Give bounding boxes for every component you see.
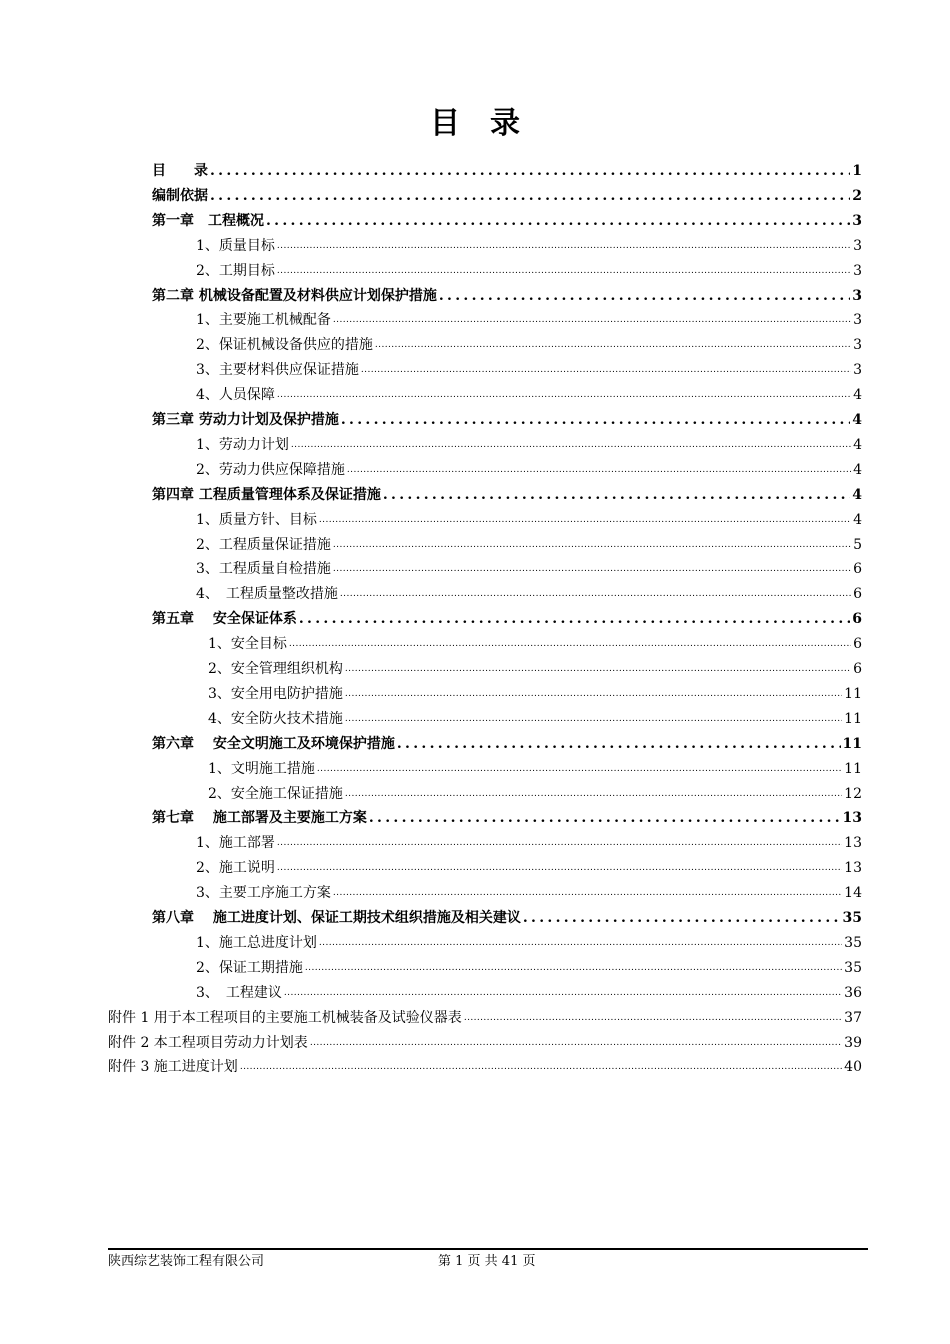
toc-entry-title: 第四章 工程质量管理体系及保证措施 <box>152 486 381 503</box>
toc-entry-page: 13 <box>842 810 862 827</box>
toc-leader-dots <box>319 511 851 529</box>
toc-entry-title: 1、施工部署 <box>196 835 275 852</box>
toc-entry-page: 12 <box>844 785 862 802</box>
toc-leader-dots <box>277 859 842 877</box>
toc-entry-title: 2、保证机械设备供应的措施 <box>196 337 373 354</box>
toc-entry-page: 37 <box>844 1009 862 1026</box>
toc-entry-title: 附件 2 本工程项目劳动力计划表 <box>108 1034 308 1051</box>
toc-section-entry[interactable] <box>196 235 862 255</box>
toc-leader-dots <box>284 984 842 1002</box>
toc-entry-page: 3 <box>852 212 862 229</box>
toc-leader-dots <box>299 610 850 628</box>
toc-leader-dots <box>317 760 842 778</box>
toc-entry-page: 4 <box>853 436 862 453</box>
toc-section-entry[interactable] <box>208 708 862 728</box>
toc-leader-dots <box>361 361 851 379</box>
toc-entry-page: 35 <box>844 959 862 976</box>
toc-entry-page: 11 <box>844 760 862 777</box>
toc-entry-page: 4 <box>852 486 862 503</box>
toc-section-entry[interactable] <box>196 583 862 603</box>
toc-leader-dots <box>345 710 842 728</box>
page-title <box>0 98 950 142</box>
toc-entry-title: 第二章 机械设备配置及材料供应计划保护措施 <box>152 287 437 304</box>
toc-chapter-entry[interactable] <box>152 160 862 180</box>
toc-chapter-entry[interactable] <box>152 733 862 753</box>
toc-leader-dots <box>319 934 842 952</box>
toc-section-entry[interactable] <box>208 683 862 703</box>
toc-entry-page: 6 <box>853 636 862 653</box>
toc-leader-dots <box>345 660 851 678</box>
toc-leader-dots <box>210 187 850 205</box>
toc-entry-page: 3 <box>853 312 862 329</box>
toc-entry-title: 1、主要施工机械配备 <box>196 312 331 329</box>
toc-entry-page: 6 <box>853 586 862 603</box>
toc-leader-dots <box>369 809 841 827</box>
toc-leader-dots <box>464 1009 842 1027</box>
toc-entry-page: 4 <box>853 511 862 528</box>
toc-entry-title: 3、安全用电防护措施 <box>208 685 343 702</box>
footer-company: 陕西综艺装饰工程有限公司 <box>108 1254 265 1269</box>
toc-section-entry[interactable] <box>208 633 862 653</box>
toc-entry-page: 5 <box>853 536 862 553</box>
toc-entry-page: 14 <box>844 885 862 902</box>
toc-leader-dots <box>347 461 851 479</box>
toc-entry-page: 35 <box>844 934 862 951</box>
toc-entry-page: 4 <box>853 461 862 478</box>
toc-entry-title: 3、主要材料供应保证措施 <box>196 362 359 379</box>
toc-leader-dots <box>289 635 851 653</box>
toc-entry-page: 6 <box>852 611 862 628</box>
footer-page-info: 第 1 页 共 41 页 <box>438 1254 536 1269</box>
toc-entry-title: 第五章 安全保证体系 <box>152 611 297 628</box>
toc-entry-title: 附件 3 施工进度计划 <box>108 1059 238 1076</box>
toc-leader-dots <box>277 386 851 404</box>
toc-leader-dots <box>397 735 841 753</box>
toc-section-entry[interactable] <box>196 982 862 1002</box>
toc-section-entry[interactable] <box>196 334 862 354</box>
toc-entry-title: 1、安全目标 <box>208 636 287 653</box>
toc-leader-dots <box>277 834 842 852</box>
toc-leader-dots <box>277 237 851 255</box>
toc-entry-title: 1、文明施工措施 <box>208 760 315 777</box>
toc-entry-page: 1 <box>852 163 862 179</box>
toc-entry-page: 3 <box>853 337 862 354</box>
toc-chapter-entry[interactable] <box>152 484 862 504</box>
toc-entry-title: 1、施工总进度计划 <box>196 934 317 951</box>
toc-chapter-entry[interactable] <box>152 907 862 927</box>
toc-section-entry[interactable] <box>196 832 862 852</box>
toc-entry-title: 3、 工程建议 <box>196 984 282 1001</box>
toc-section-entry[interactable] <box>196 534 862 554</box>
toc-leader-dots <box>523 909 841 927</box>
toc-entry-title: 4、人员保障 <box>196 387 275 404</box>
toc-entry-page: 3 <box>852 287 862 304</box>
toc-leader-dots <box>240 1058 842 1076</box>
toc-entry-title: 2、工程质量保证措施 <box>196 536 331 553</box>
toc-entry-title: 第一章 工程概况 <box>152 212 264 229</box>
toc-entry-page: 13 <box>844 860 862 877</box>
toc-leader-dots <box>383 486 850 504</box>
toc-leader-dots <box>439 287 850 305</box>
toc-chapter-entry[interactable] <box>152 210 862 230</box>
toc-leader-dots <box>277 262 851 280</box>
toc-entry-title: 1、质量目标 <box>196 237 275 254</box>
toc-chapter-entry[interactable] <box>152 185 862 205</box>
toc-leader-dots <box>345 685 842 703</box>
toc-appendix-entry[interactable] <box>108 1007 862 1027</box>
toc-chapter-entry[interactable] <box>152 285 862 305</box>
toc-section-entry[interactable] <box>196 434 862 454</box>
toc-leader-dots <box>310 1034 842 1052</box>
toc-entry-page: 3 <box>853 262 862 279</box>
toc-section-entry[interactable] <box>196 459 862 479</box>
toc-section-entry[interactable] <box>196 309 862 329</box>
toc-entry-title: 第八章 施工进度计划、保证工期技术组织措施及相关建议 <box>152 910 521 926</box>
toc-section-entry[interactable] <box>196 957 862 977</box>
toc-section-entry[interactable] <box>208 783 862 803</box>
toc-entry-title: 3、主要工序施工方案 <box>196 885 331 902</box>
toc-entry-title: 4、 工程质量整改措施 <box>196 586 338 603</box>
toc-entry-page: 4 <box>853 387 862 404</box>
toc-entry-title: 目 录 <box>152 163 208 179</box>
toc-section-entry[interactable] <box>196 857 862 877</box>
toc-entry-page: 6 <box>853 561 862 578</box>
toc-entry-page: 11 <box>844 685 862 702</box>
toc-leader-dots <box>210 162 850 180</box>
toc-section-entry[interactable] <box>196 260 862 280</box>
toc-leader-dots <box>333 560 851 578</box>
toc-appendix-entry[interactable] <box>108 1032 862 1052</box>
toc-entry-page: 13 <box>844 835 862 852</box>
toc-chapter-entry[interactable] <box>152 608 862 628</box>
toc-entry-page: 3 <box>853 362 862 379</box>
toc-entry-title: 4、安全防火技术措施 <box>208 710 343 727</box>
toc-entry-page: 6 <box>853 661 862 677</box>
toc-leader-dots <box>340 585 851 603</box>
toc-leader-dots <box>333 884 842 902</box>
toc-entry-title: 2、安全施工保证措施 <box>208 785 343 802</box>
toc-section-entry[interactable] <box>196 359 862 379</box>
toc-leader-dots <box>291 436 851 454</box>
toc-entry-page: 4 <box>852 412 862 428</box>
toc-entry-page: 11 <box>844 710 862 727</box>
toc-entry-page: 39 <box>844 1034 862 1051</box>
toc-appendix-entry[interactable] <box>108 1056 862 1076</box>
toc-entry-page: 35 <box>842 910 862 926</box>
toc-leader-dots <box>345 785 842 803</box>
toc-entry-title: 附件 1 用于本工程项目的主要施工机械装备及试验仪器表 <box>108 1009 462 1026</box>
toc-leader-dots <box>375 336 851 354</box>
toc-section-entry[interactable] <box>196 882 862 902</box>
toc-entry-title: 3、工程质量自检措施 <box>196 561 331 578</box>
toc-entry-title: 2、保证工期措施 <box>196 959 303 976</box>
toc-section-entry[interactable] <box>196 509 862 529</box>
toc-leader-dots <box>333 536 851 554</box>
toc-entry-title: 2、安全管理组织机构 <box>208 661 343 677</box>
toc-entry-page: 40 <box>844 1059 862 1076</box>
toc-entry-title: 2、施工说明 <box>196 860 275 877</box>
toc-entry-title: 2、工期目标 <box>196 262 275 279</box>
toc-entry-page: 11 <box>842 735 862 752</box>
toc-entry-title: 第六章 安全文明施工及环境保护措施 <box>152 735 395 752</box>
page-title-text: 目 录 <box>430 106 520 141</box>
toc-leader-dots <box>333 311 851 329</box>
toc-entry-page: 36 <box>844 984 862 1001</box>
toc-entry-title: 2、劳动力供应保障措施 <box>196 461 345 478</box>
toc-chapter-entry[interactable] <box>152 807 862 827</box>
toc-leader-dots <box>341 411 850 429</box>
toc-section-entry[interactable] <box>196 384 862 404</box>
toc-section-entry[interactable] <box>196 932 862 952</box>
toc-entry-title: 1、劳动力计划 <box>196 436 289 453</box>
toc-leader-dots <box>305 959 842 977</box>
toc-section-entry[interactable] <box>208 658 862 678</box>
toc-entry-title: 1、质量方针、目标 <box>196 511 317 528</box>
toc-chapter-entry[interactable] <box>152 409 862 429</box>
toc-section-entry[interactable] <box>196 558 862 578</box>
toc-entry-page: 2 <box>852 187 862 204</box>
toc-entry-title: 第七章 施工部署及主要施工方案 <box>152 810 367 827</box>
toc-entry-page: 3 <box>853 237 862 254</box>
toc-section-entry[interactable] <box>208 758 862 778</box>
toc-entry-title: 编制依据 <box>152 187 208 204</box>
toc-entry-title: 第三章 劳动力计划及保护措施 <box>152 412 339 428</box>
toc-leader-dots <box>266 212 850 230</box>
